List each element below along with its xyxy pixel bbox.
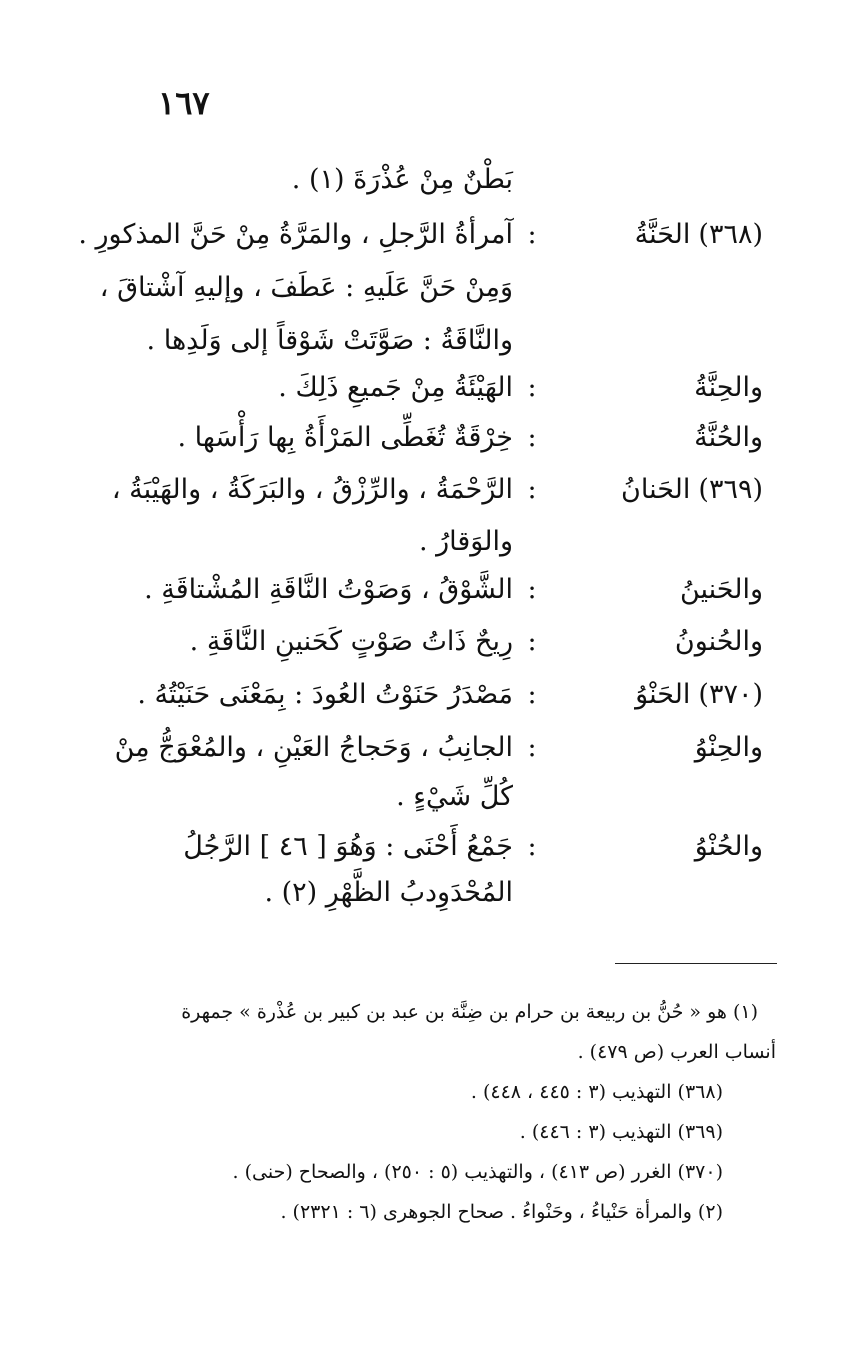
entry-word: والحِنْوُ xyxy=(694,732,763,763)
colon: : xyxy=(527,474,537,505)
colon: : xyxy=(527,422,537,453)
entry-head xyxy=(583,418,763,458)
entry-number: (٣٦٩) xyxy=(698,474,763,505)
definition-continuation: كُلِّ شَيْءٍ . xyxy=(396,781,513,812)
entry-definition: الرَّحْمَةُ ، والرِّزْقُ ، والبَرَكَةُ ، والهَيْبَةُ ، xyxy=(111,474,513,505)
entry-word: الحَنَّةُ xyxy=(634,219,691,250)
entry-head-369 xyxy=(583,470,763,510)
colon: : xyxy=(527,574,537,605)
entry-number: (٣٧٠) xyxy=(698,679,763,710)
entry-definition: خِرْقَةٌ تُغَطِّى المَرْأَةُ بِها رَأْسَها . xyxy=(177,422,513,453)
colon: : xyxy=(527,219,537,250)
definition-continuation: والوَقارُ . xyxy=(418,526,513,557)
entry-definition: الشَّوْقُ ، وَصَوْتُ النَّاقَةِ المُشْتاقَةِ . xyxy=(144,574,513,605)
entry-definition: مَصْدَرُ حَنَوْتُ العُودَ : بِمَعْنَى حَنَيْتُهُ . xyxy=(137,679,513,710)
colon: : xyxy=(527,626,537,657)
entry-word: والحَنينُ xyxy=(679,574,763,605)
entry-head-370 xyxy=(583,675,763,715)
entry-word: الحَنْوُ xyxy=(635,679,691,710)
entry-definition: جَمْعُ أَحْنَى : وَهُوَ [ ٤٦ ] الرَّجُلُ xyxy=(183,831,513,862)
page-number: ١٦٧ xyxy=(158,84,210,122)
colon: : xyxy=(527,372,537,403)
entry-word: والحُنَّةُ xyxy=(694,422,763,453)
entry-definition: الهَيْئَةُ مِنْ جَميعِ ذَلِكَ . xyxy=(278,372,513,403)
footnote: (٢) والمرأة حَنْياءُ ، وحَنْواءُ . صحاح الجوهرى (٦ : ٢٣٢١) . xyxy=(280,1201,723,1223)
entry-word: الحَنانُ xyxy=(621,474,691,505)
colon: : xyxy=(527,831,537,862)
entry-head xyxy=(583,827,763,867)
entry-head xyxy=(583,368,763,408)
entry-number: (٣٦٨) xyxy=(698,219,763,250)
definition-continuation: المُحْدَوِدبُ الظَّهْرِ (٢) . xyxy=(264,877,513,908)
footnote: (٣٧٠) الغرر (ص ٤١٣) ، والتهذيب (٥ : ٢٥٠) ، والصحاح (حنى) . xyxy=(232,1161,723,1183)
entry-word: والحِنَّةُ xyxy=(694,372,763,403)
footnote-separator xyxy=(615,963,777,964)
entry-definition: الجانِبُ ، وَحَجاجُ العَيْنِ ، والمُعْوَجُّ مِنْ xyxy=(114,732,513,763)
definition-continuation: وَمِنْ حَنَّ عَلَيهِ : عَطَفَ ، وإليهِ آشْتاقَ ، xyxy=(99,272,513,303)
entry-head xyxy=(583,728,763,768)
footnote: (٣٦٩) التهذيب (٣ : ٤٤٦) . xyxy=(519,1121,723,1143)
entry-word: والحُنونُ xyxy=(674,626,763,657)
intro-line: بَطْنٌ مِنْ عُذْرَةَ (١) . xyxy=(291,164,513,195)
entry-definition: رِيحٌ ذَاتُ صَوْتٍ كَحَنينِ النَّاقَةِ . xyxy=(189,626,513,657)
footnote: (١) هو « حُنُّ بن ربيعة بن حرام بن ضِنَّة بن عبد بن كبير بن عُذْرة » جمهرة xyxy=(181,1001,758,1023)
entry-word: والحُنْوُ xyxy=(694,831,763,862)
definition-continuation: والنَّاقَةُ : صَوَّتَتْ شَوْقاً إلى وَلَدِها . xyxy=(146,325,513,356)
footnote: أنساب العرب (ص ٤٧٩) . xyxy=(577,1041,776,1063)
footnote: (٣٦٨) التهذيب (٣ : ٤٤٥ ، ٤٤٨) . xyxy=(470,1081,723,1103)
entry-head xyxy=(583,570,763,610)
entry-head xyxy=(583,622,763,662)
entry-head-368 xyxy=(583,215,763,255)
colon: : xyxy=(527,732,537,763)
entry-definition: آمرأةُ الرَّجلِ ، والمَرَّةُ مِنْ حَنَّ المذكورِ . xyxy=(78,219,513,250)
colon: : xyxy=(527,679,537,710)
